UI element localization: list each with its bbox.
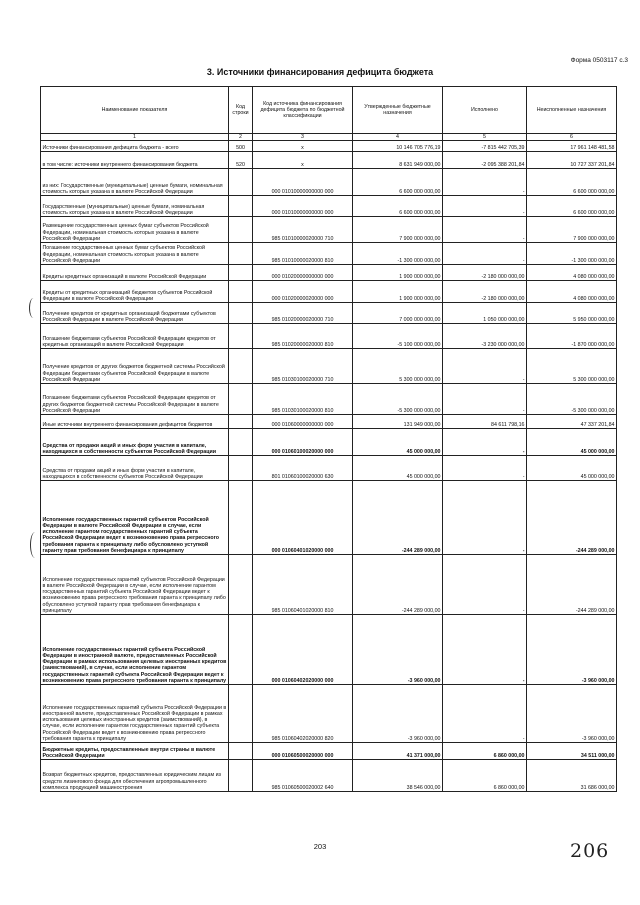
column-number: 6 [527,134,617,141]
cell-name: Источники финансирования дефицита бюджета - всего [41,141,229,152]
cell-code: 985 01030100020000 810 [253,384,353,415]
cell-name: Погашение государственных ценных бумаг субъектов Российской Федерации, номинальная стоимость которых указана в валюте Российской Федерации [41,243,229,265]
column-number: 4 [353,134,443,141]
cell-line [229,615,253,685]
cell-line [229,349,253,384]
cell-name: Иные источники внутреннего финансирования дефицитов бюджетов [41,415,229,429]
cell-line [229,303,253,324]
column-number: 1 [41,134,229,141]
table-row [41,481,617,555]
cell-executed: - [443,429,527,456]
cell-executed: 84 611 798,16 [443,415,527,429]
cell-name: Исполнение государственных гарантий субъектов Российской Федерации в валюте Российской Федерации в случае, если исполнение гарантом государственных гарантий субъекта Российской Федерации ведет к возникновению права регрессного требования гаранта к принципалу либо обусловлено уступкой гаранту прав требования бенефициара к принципалу [41,481,229,555]
cell-name: Получение кредитов от других бюджетов бюджетной системы Российской Федерации бюджетами субъектов Российской Федерации в валюте Российской Федерации [41,349,229,384]
cell-approved: -5 300 000 000,00 [353,384,443,415]
cell-unexecuted: -244 289 000,00 [527,481,617,555]
cell-unexecuted: 47 337 201,84 [527,415,617,429]
cell-executed: - [443,384,527,415]
cell-executed: -2 180 000 000,00 [443,281,527,303]
financing-sources-table [40,86,617,792]
table-row [41,384,617,415]
cell-code: 985 01060401020000 810 [253,555,353,615]
cell-unexecuted: -3 960 000,00 [527,685,617,743]
cell-name: Бюджетные кредиты, предоставленные внутри страны в валюте Российской Федерации [41,743,229,760]
table-row [41,324,617,349]
cell-executed: - [443,456,527,481]
cell-name: Средства от продажи акций и иных форм участия в капитале, находящихся в собственности субъектов Российской Федерации [41,429,229,456]
cell-executed: 6 860 000,00 [443,760,527,792]
cell-approved: 41 371 000,00 [353,743,443,760]
header-source-code: Код источника финансирования дефицита бюджета по бюджетной классификации [253,87,353,134]
cell-executed: - [443,481,527,555]
cell-code: 985 01020000020000 810 [253,324,353,349]
cell-name: из них: Государственные (муниципальные) ценные бумаги, номинальная стоимость которых указана в валюте Российской Федерации [41,169,229,196]
table-row [41,141,617,152]
cell-unexecuted: 45 000 000,00 [527,456,617,481]
table-body [41,141,617,792]
table-row [41,456,617,481]
cell-line [229,196,253,217]
cell-code: 000 01060402020000 000 [253,615,353,685]
table-row [41,217,617,243]
header-not-executed: Неисполненные назначения [527,87,617,134]
cell-code: 000 01060100020000 000 [253,429,353,456]
cell-approved: -244 289 000,00 [353,555,443,615]
cell-unexecuted: 34 511 000,00 [527,743,617,760]
cell-approved: -244 289 000,00 [353,481,443,555]
cell-executed: - [443,615,527,685]
table-row [41,743,617,760]
cell-unexecuted: 7 900 000 000,00 [527,217,617,243]
cell-unexecuted: 5 950 000 000,00 [527,303,617,324]
header-row [41,87,617,134]
table-row [41,265,617,281]
cell-line [229,265,253,281]
table-row [41,303,617,324]
cell-unexecuted: 31 686 000,00 [527,760,617,792]
cell-executed: -7 815 442 705,39 [443,141,527,152]
cell-executed: -3 230 000 000,00 [443,324,527,349]
column-number: 3 [253,134,353,141]
cell-line [229,324,253,349]
cell-code: 000 01060000000000 000 [253,415,353,429]
table-row [41,615,617,685]
cell-name: Погашение бюджетами субъектов Российской Федерации кредитов от других бюджетов бюджетной системы Российской Федерации в валюте Российской Федерации [41,384,229,415]
cell-executed: 6 860 000,00 [443,743,527,760]
header-approved: Утвержденные бюджетные назначения [353,87,443,134]
cell-code: x [253,141,353,152]
cell-executed: - [443,217,527,243]
margin-pen-mark [30,532,40,558]
column-number: 5 [443,134,527,141]
header-executed: Исполнено [443,87,527,134]
cell-line: 520 [229,152,253,169]
cell-executed: -2 180 000 000,00 [443,265,527,281]
cell-name: в том числе: источники внутреннего финансирования бюджета [41,152,229,169]
table-row [41,555,617,615]
cell-code: 985 01060402020000 820 [253,685,353,743]
column-number-row [41,134,617,141]
cell-approved: 5 300 000 000,00 [353,349,443,384]
section-title: 3. Источники финансирования дефицита бюджета [206,67,434,77]
cell-name: Погашение бюджетами субъектов Российской Федерации кредитов от кредитных организаций в валюте Российской Федерации [41,324,229,349]
table-row [41,243,617,265]
cell-approved: -5 100 000 000,00 [353,324,443,349]
cell-unexecuted: -5 300 000 000,00 [527,384,617,415]
table-row [41,760,617,792]
cell-code: 985 01020000020000 710 [253,303,353,324]
cell-unexecuted: -1 870 000 000,00 [527,324,617,349]
cell-code: 985 01010000020000 810 [253,243,353,265]
table-row [41,152,617,169]
cell-line [229,415,253,429]
cell-unexecuted: 5 300 000 000,00 [527,349,617,384]
cell-name: Государственные (муниципальные) ценные бумаги, номинальная стоимость которых указана в валюте Российской Федерации [41,196,229,217]
cell-code: 801 01060100020000 630 [253,456,353,481]
cell-line: 500 [229,141,253,152]
cell-name: Исполнение государственных гарантий субъекта Российской Федерации в иностранной валюте, предоставленных Российской Федерации в рамках использования целевых иностранных кредитов (заимствований), в случае, если исполнение гарантом государственных гарантий субъекта Российской Федерации ведет к возникновению права регрессного требования гаранта к принципалу [41,615,229,685]
cell-approved: -3 960 000,00 [353,615,443,685]
cell-unexecuted: 6 600 000 000,00 [527,169,617,196]
cell-unexecuted: 4 080 000 000,00 [527,265,617,281]
cell-name: Исполнение государственных гарантий субъекта Российской Федерации в иностранной валюте, предоставленных Российской Федерации в рамках использования целевых иностранных кредитов (заимствований), в случае, если исполнение гарантом государственных гарантий субъекта Российской Федерации ведет к возникновению права регрессного требования гаранта к принципалу [41,685,229,743]
cell-approved: 7 900 000 000,00 [353,217,443,243]
table-row [41,196,617,217]
cell-line [229,555,253,615]
cell-approved: 1 900 000 000,00 [353,265,443,281]
cell-line [229,481,253,555]
form-code: Форма 0503117 с.3 [570,57,628,64]
cell-approved: 38 546 000,00 [353,760,443,792]
cell-unexecuted: -3 960 000,00 [527,615,617,685]
column-number: 2 [229,134,253,141]
table-row [41,281,617,303]
cell-approved: 7 000 000 000,00 [353,303,443,324]
cell-code: 000 01060500020000 000 [253,743,353,760]
cell-name: Размещение государственных ценных бумаг субъектов Российской Федерации, номинальная стоимость которых указана в валюте Российской Федерации [41,217,229,243]
table-row [41,685,617,743]
cell-name: Возврат бюджетных кредитов, предоставленных юридическим лицам из средств лизингового фонда для обеспечения агропромышленного комплекса продукцией машиностроения [41,760,229,792]
cell-executed: - [443,243,527,265]
cell-approved: 10 146 705 776,19 [353,141,443,152]
cell-executed: - [443,196,527,217]
cell-approved: 6 600 000 000,00 [353,169,443,196]
cell-line [229,243,253,265]
cell-approved: 131 949 000,00 [353,415,443,429]
cell-name: Получение кредитов от кредитных организаций бюджетами субъектов Российской Федерации в валюте Российской Федерации [41,303,229,324]
page-number: 203 [313,842,327,851]
cell-name: Исполнение государственных гарантий субъектов Российской Федерации в валюте Российской Федерации в случае, если исполнение гарантом государственных гарантий субъекта Российской Федерации ведет к возникновению права регрессного требования гаранта к принципалу либо обусловлено уступкой гаранту прав требования бенефициара к принципалу [41,555,229,615]
header-line-code: Код строки [229,87,253,134]
cell-approved: 45 000 000,00 [353,429,443,456]
cell-approved: -1 300 000 000,00 [353,243,443,265]
cell-executed: -2 095 388 201,84 [443,152,527,169]
cell-code: 000 01020000000000 000 [253,265,353,281]
cell-unexecuted: 45 000 000,00 [527,429,617,456]
cell-unexecuted: 17 961 148 481,58 [527,141,617,152]
cell-executed: - [443,169,527,196]
table-row [41,349,617,384]
cell-line [229,429,253,456]
cell-name: Средства от продажи акций и иных форм участия в капитале, находящихся в собственности субъектов Российской Федерации [41,456,229,481]
cell-code: 985 01030100020000 710 [253,349,353,384]
cell-line [229,685,253,743]
cell-code: 000 01010000000000 000 [253,169,353,196]
cell-unexecuted: 10 727 337 201,84 [527,152,617,169]
cell-name: Кредиты от кредитных организаций бюджетов субъектов Российской Федерации в валюте Российской Федерации [41,281,229,303]
cell-unexecuted: -1 300 000 000,00 [527,243,617,265]
table-row [41,415,617,429]
cell-executed: - [443,685,527,743]
cell-code: 985 01060500020002 640 [253,760,353,792]
cell-code: x [253,152,353,169]
cell-executed: - [443,555,527,615]
cell-approved: 6 600 000 000,00 [353,196,443,217]
cell-approved: -3 960 000,00 [353,685,443,743]
cell-line [229,169,253,196]
cell-unexecuted: 6 600 000 000,00 [527,196,617,217]
cell-line [229,743,253,760]
cell-line [229,456,253,481]
cell-code: 000 01020000020000 000 [253,281,353,303]
cell-approved: 45 000 000,00 [353,456,443,481]
cell-code: 000 01060401020000 000 [253,481,353,555]
handwritten-page-number: 206 [570,840,610,862]
cell-line [229,384,253,415]
cell-executed: 1 050 000 000,00 [443,303,527,324]
cell-code: 985 01010000020000 710 [253,217,353,243]
cell-line [229,217,253,243]
cell-approved: 1 900 000 000,00 [353,281,443,303]
table-row [41,169,617,196]
header-name: Наименование показателя [41,87,229,134]
cell-approved: 8 631 949 000,00 [353,152,443,169]
cell-code: 000 01010000000000 000 [253,196,353,217]
cell-executed: - [443,349,527,384]
table-row [41,429,617,456]
cell-unexecuted: 4 080 000 000,00 [527,281,617,303]
margin-pen-mark [29,298,38,318]
cell-name: Кредиты кредитных организаций в валюте Российской Федерации [41,265,229,281]
cell-unexecuted: -244 289 000,00 [527,555,617,615]
cell-line [229,760,253,792]
cell-line [229,281,253,303]
